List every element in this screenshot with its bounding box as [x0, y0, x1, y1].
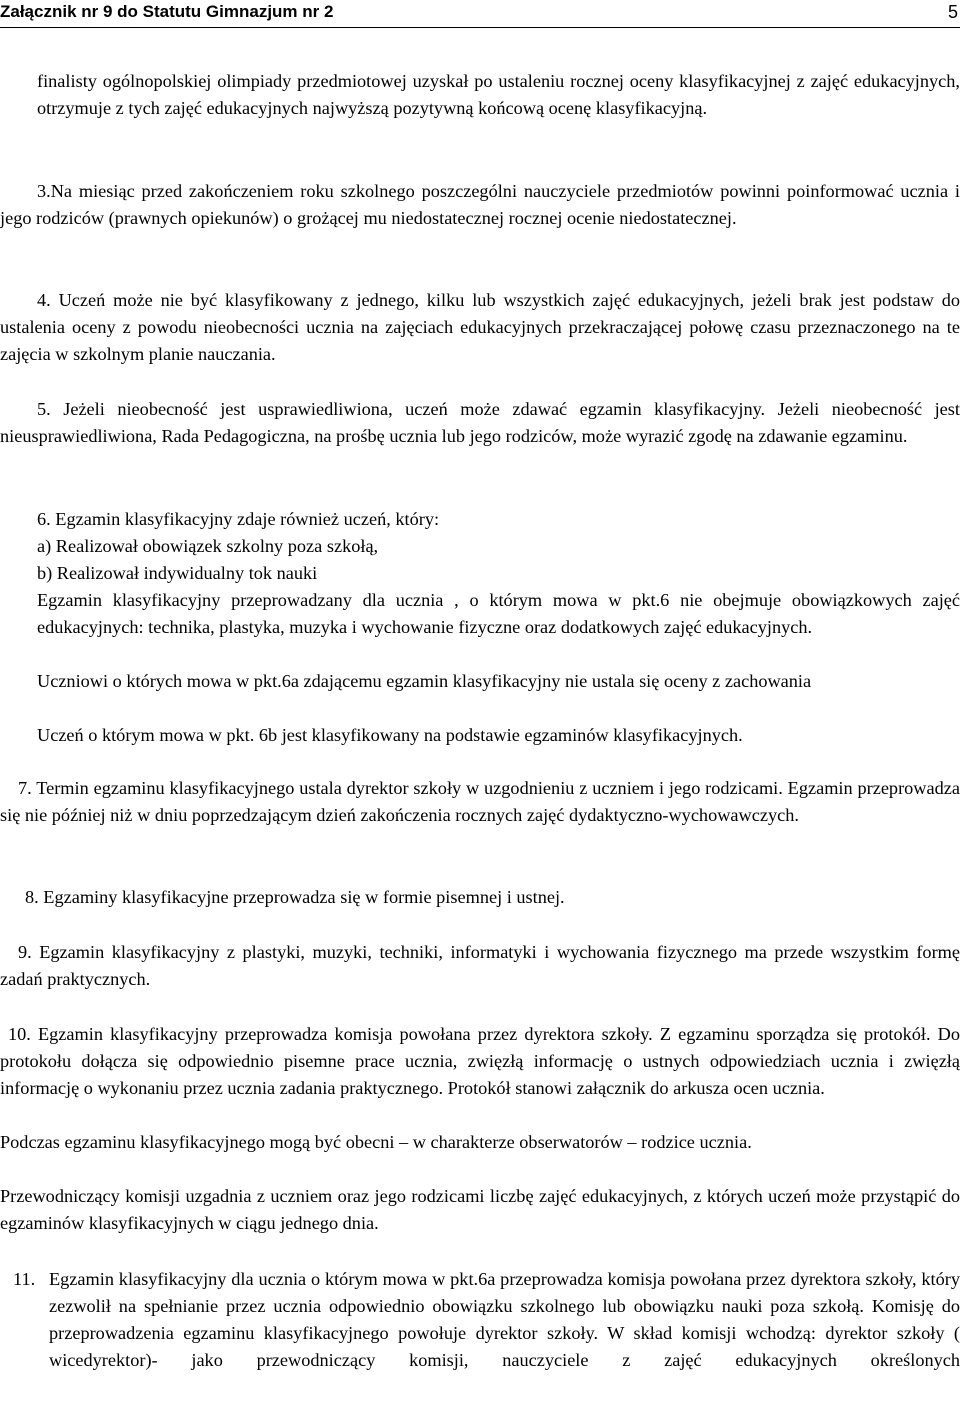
paragraph-6-classification: Uczeń o którym mowa w pkt. 6b jest klasyfikowany na podstawie egzaminów klasyfikacyjnych.	[37, 725, 743, 745]
paragraph-5: 5. Jeżeli nieobecność jest usprawiedliwiona, uczeń może zdawać egzamin klasyfikacyjny. Jeżeli nieobecność jest nieusprawiedliwiona, Rada Pedagogiczna, na prośbę ucznia lub jego rodziców, może wyrazić zgodę na zdawanie egzaminu.	[0, 399, 960, 446]
paragraph-4: 4. Uczeń może nie być klasyfikowany z jednego, kilku lub wszystkich zajęć edukacyjnych, jeżeli brak jest podstaw do ustalenia oceny z powodu nieobecności ucznia na zajęciach edukacyjnych przekraczającej połowę czasu przeznaczonego na te zajęcia w szkolnym planie nauczania.	[0, 290, 960, 364]
header-title: Załącznik nr 9 do Statutu Gimnazjum nr 2	[0, 2, 334, 21]
paragraph-10-schedule: Przewodniczący komisji uzgadnia z uczniem oraz jego rodzicami liczbę zajęć edukacyjnych, z których uczeń może przystąpić do egzaminów klasyfikacyjnych w ciągu jednego dnia.	[0, 1186, 960, 1233]
paragraph-10: 10. Egzamin klasyfikacyjny przeprowadza komisja powołana przez dyrektora szkoły. Z egzaminu sporządza się protokół. Do protokołu dołącza się odpowiednio pisemne prace ucznia, zwięzłą informację o ustnych odpowiedziach ucznia i zwięzłą informację o wykonaniu przez ucznia zadania praktycznego. Protokół stanowi załącznik do arkusza ocen ucznia.	[0, 1024, 960, 1098]
list-item-6b: b) Realizował indywidualny tok nauki	[37, 563, 318, 583]
list-item-6a: a) Realizował obowiązek szkolny poza szkołą,	[37, 536, 379, 556]
paragraph-11-number: 11.	[13, 1269, 36, 1289]
paragraph-6-intro: 6. Egzamin klasyfikacyjny zdaje również uczeń, który:	[37, 509, 440, 529]
paragraph-6-conduct: Uczniowi o których mowa w pkt.6a zdającemu egzamin klasyfikacyjny nie ustala się oceny z zachowania	[37, 671, 812, 691]
paragraph-7: 7. Termin egzaminu klasyfikacyjnego ustala dyrektor szkoły w uzgodnieniu z uczniem i jego rodzicami. Egzamin przeprowadza się nie później niż w dniu poprzedzającym dzień zakończenia rocznych zajęć dydaktyczno-wychowawczych.	[0, 778, 960, 825]
paragraph-10-observers: Podczas egzaminu klasyfikacyjnego mogą być obecni – w charakterze obserwatorów – rodzice ucznia.	[0, 1132, 752, 1152]
paragraph-11: Egzamin klasyfikacyjny dla ucznia o którym mowa w pkt.6a przeprowadza komisja powołana przez dyrektora szkoły, który zezwolił na spełnianie przez ucznia odpowiednio obowiązku szkolnego lub obowiązku nauki poza szkołą. Komisję do przeprowadzenia egzaminu klasyfikacyjnego powołuje dyrektor szkoły. W skład komisji wchodzą: dyrektor szkoły ( wicedyrektor)- jako przewodniczący komisji, nauczyciele z zajęć edukacyjnych określonych	[49, 1269, 960, 1370]
paragraph-9: 9. Egzamin klasyfikacyjny z plastyki, muzyki, techniki, informatyki i wychowania fizycznego ma przede wszystkim formę zadań praktycznych.	[0, 942, 960, 989]
paragraph-3: 3.Na miesiąc przed zakończeniem roku szkolnego poszczególni nauczyciele przedmiotów powinni poinformować ucznia i jego rodziców (prawnych opiekunów) o grożącej mu niedostatecznej rocznej ocenie niedostatecznej.	[0, 181, 960, 228]
paragraph-8: 8. Egzaminy klasyfikacyjne przeprowadza się w formie pisemnej i ustnej.	[25, 887, 565, 907]
page-header	[0, 0, 960, 28]
paragraph-6-scope: Egzamin klasyfikacyjny przeprowadzany dla ucznia , o którym mowa w pkt.6 nie obejmuje obowiązkowych zajęć edukacyjnych: technika, plastyka, muzyka i wychowanie fizyczne oraz dodatkowych zajęć edukacyjnych.	[37, 590, 960, 637]
page-number: 5	[947, 2, 958, 22]
paragraph-continuation: finalisty ogólnopolskiej olimpiady przedmiotowej uzyskał po ustaleniu rocznej oceny klasyfikacyjnej z zajęć edukacyjnych, otrzymuje z tych zajęć edukacyjnych najwyższą pozytywną końcową ocenę klasyfikacyjną.	[37, 71, 960, 118]
